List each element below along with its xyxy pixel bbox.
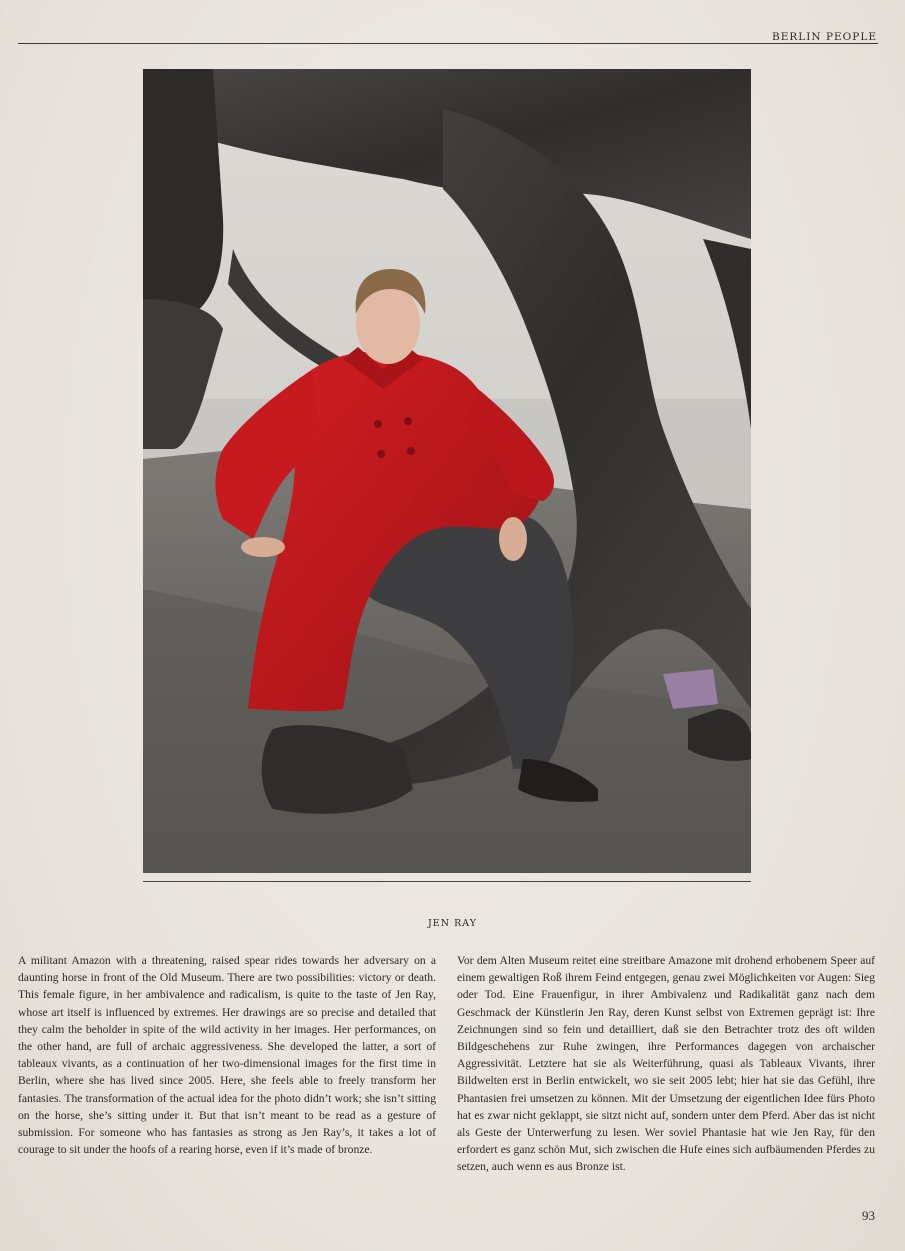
german-paragraph: Vor dem Alten Museum reitet eine streitbare Amazone mit drohend erhobenem Speer auf einem gewaltigen Roß ihrem Feind entgegen, genau zwei Möglichkeiten vor Augen: Sieg oder Tod. Eine Frauenfigur, in ihrer Ambivalenz und Radikalität ganz nach dem Geschmack der Künstlerin Jen Ray, deren Kunst selbst von Extremen geprägt ist: Ihre Zeichnungen sind so fein und detailliert, daß sie den Betrachter trotz des oft wilden Bildgeschehens zur Ruhe zwingen, ihre Performances dagegen von archaischer Aggressivität. Letztere hat sie als Weiterführung, quasi als Tableaux Vivants, ihrer Bildwelten erst in Berlin entwickelt, wo sie seit 2005 lebt; hier hat sie das Gefühl, ihre Phantasien frei umsetzen zu können. Mit der Umsetzung der eigentlichen Idee fürs Photo hat es zwar nicht geklappt, sie sitzt nicht auf, sondern unter dem Pferd. Aber das ist nicht als Geste der Unterwerfung zu lesen. Wer soviel Phantasie hat wie Jen Ray, für den erfordert es ganz schön Mut, sich zwischen die Hufe eines sich aufbäumenden Pferdes zu setzen, auch wenn es aus Bronze ist. (457, 954, 875, 1174)
german-column (457, 952, 875, 1176)
section-label: BERLIN PEOPLE (772, 31, 877, 43)
english-column (18, 952, 436, 1158)
english-paragraph: A militant Amazon with a threatening, raised spear rides towards her adversary on a daunting horse in front of the Old Museum. There are two possibilities: victory or death. This female figure, in her ambivalence and radicalism, is quite to the taste of Jen Ray, whose art itself is influenced by extremes. Her drawings are so precise and detailed that they calm the beholder in spite of the wild activity in her images. Her performances, on the other hand, are full of archaic aggressiveness. She developed the latter, a sort of tableaux vivants, as a continuation of her two-dimensional images for the first time in Berlin, where she has lived since 2005. Here, she feels able to freely transform her fantasies. The transformation of the actual idea for the photo didn’t work; she isn’t sitting on the horse, she’s sitting under it. But that isn’t meant to be read as a gesture of submission. For someone who has fantasies as strong as Jen Ray’s, it takes a lot of courage to sit under the hoofs of a rearing horse, even if it’s made of bronze. (18, 954, 436, 1157)
header-rule (18, 43, 878, 44)
photo-caption: JEN RAY (428, 918, 477, 929)
portrait-photo (143, 69, 751, 873)
page-number: 93 (862, 1208, 875, 1223)
photo-rule (143, 881, 751, 882)
